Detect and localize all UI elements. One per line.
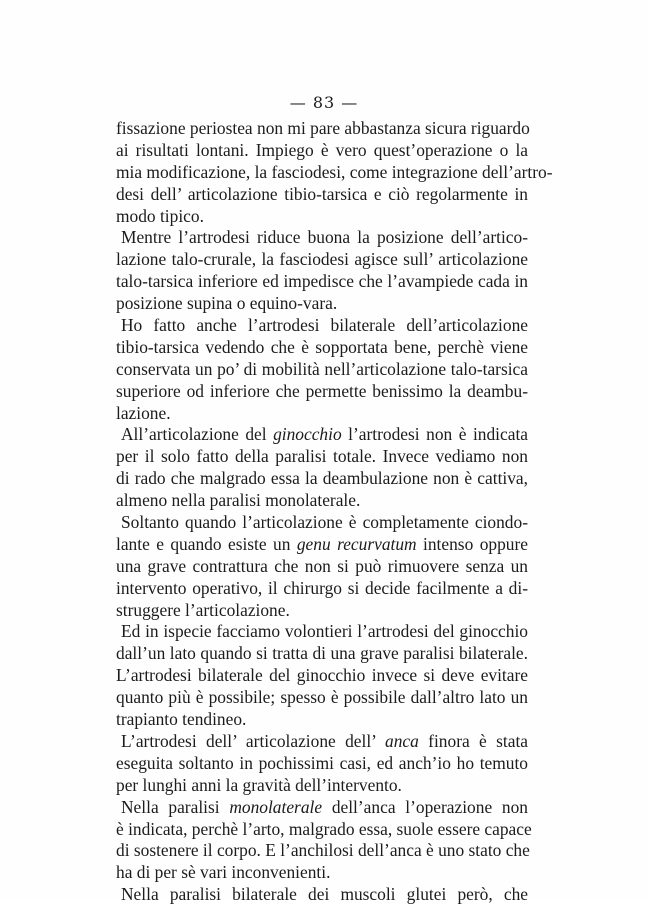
- text-line: dall’un lato quando si tratta di una grave paralisi bilaterale.: [116, 643, 528, 664]
- text-line: lazione talo-crurale, la fasciodesi agisce sull’ articolazione: [116, 249, 528, 270]
- text-fragment: finora è stata: [418, 730, 528, 751]
- text-line: eseguita soltanto in pochissimi casi, ed anch’io ho temuto: [116, 752, 528, 773]
- text-line: talo-tarsica inferiore ed impedisce che l’avampiede cada in: [116, 271, 528, 292]
- text-line: di sostenere il corpo. E l’anchilosi dell’anca è uno stato che: [116, 840, 530, 861]
- text-line: lazione.: [116, 402, 171, 423]
- text-line: struggere l’articolazione.: [116, 599, 290, 620]
- text-line: Ho fatto anche l’artrodesi bilaterale dell’articolazione: [121, 315, 528, 336]
- text-line: una grave contrattura che non si può rimuovere senza un: [116, 555, 528, 576]
- text-fragment: intenso oppure: [416, 533, 528, 554]
- text-line: ha di per sè vari inconvenienti.: [116, 862, 331, 883]
- text-line: ai risultati lontani. Impiego è vero quest’operazione o la: [116, 139, 528, 160]
- text-line: tibio-tarsica vedendo che è sopportata bene, perchè viene: [116, 336, 528, 357]
- text-line: trapianto tendineo.: [116, 709, 247, 730]
- text-line: Soltanto quando l’articolazione è completamente ciondo-: [121, 512, 528, 533]
- text-line: Mentre l’artrodesi riduce buona la posizione dell’artico-: [121, 227, 528, 248]
- body-text: [116, 118, 553, 906]
- text-line: L’artrodesi bilaterale del ginocchio invece si deve evitare: [116, 665, 528, 686]
- text-line: [116, 534, 528, 556]
- text-line: Nella paralisi bilaterale dei muscoli glutei però, che: [121, 884, 528, 905]
- text-fragment: Nella paralisi: [121, 796, 230, 817]
- text-line: mia modificazione, la fasciodesi, come integrazione dell’artro-: [116, 161, 553, 182]
- text-line: [116, 731, 528, 753]
- text-line: modo tipico.: [116, 205, 204, 226]
- text-line: desi dell’ articolazione tibio-tarsica e ciò regolarmente in: [116, 183, 528, 204]
- text-line: [116, 797, 528, 819]
- text-line: almeno nella paralisi monolaterale.: [116, 490, 361, 511]
- italic-term-ginocchio: ginocchio: [273, 424, 342, 445]
- text-line: Ed in ispecie facciamo volontieri l’artrodesi del ginocchio: [121, 621, 528, 642]
- text-line: quanto più è possibile; spesso è possibile dall’altro lato un: [116, 687, 528, 708]
- text-line: [116, 424, 528, 446]
- text-line: intervento operativo, il chirurgo si decide facilmente a di-: [116, 577, 528, 598]
- italic-term-anca: anca: [385, 730, 419, 751]
- text-fragment: All’articolazione del: [121, 424, 274, 445]
- italic-term-monolaterale: monolaterale: [229, 796, 323, 817]
- text-line: posizione supina o equino-vara.: [116, 293, 338, 314]
- text-fragment: L’artrodesi dell’ articolazione dell’: [121, 730, 386, 751]
- text-line: di rado che malgrado essa la deambulazione non è cattiva,: [116, 468, 528, 489]
- text-fragment: dell’anca l’operazione non: [322, 796, 528, 817]
- text-line: per il solo fatto della paralisi totale. Invece vediamo non: [116, 446, 528, 467]
- text-line: superiore od inferiore che permette benissimo la deambu-: [116, 380, 528, 401]
- text-line: per lunghi anni la gravità dell’intervento.: [116, 774, 402, 795]
- text-line: conservata un po’ di mobilità nell’articolazione talo-tarsica: [116, 358, 528, 379]
- text-fragment: l’artrodesi non è indicata: [341, 424, 528, 445]
- text-line: è indicata, perchè l’arto, malgrado essa, suole essere capace: [116, 818, 532, 839]
- text-line: fissazione periostea non mi pare abbastanza sicura riguardo: [116, 118, 530, 138]
- page-number: — 83 —: [289, 93, 359, 112]
- text-fragment: lante e quando esiste un: [116, 533, 297, 554]
- italic-term-genu-recurvatum: genu recurvatum: [296, 533, 417, 554]
